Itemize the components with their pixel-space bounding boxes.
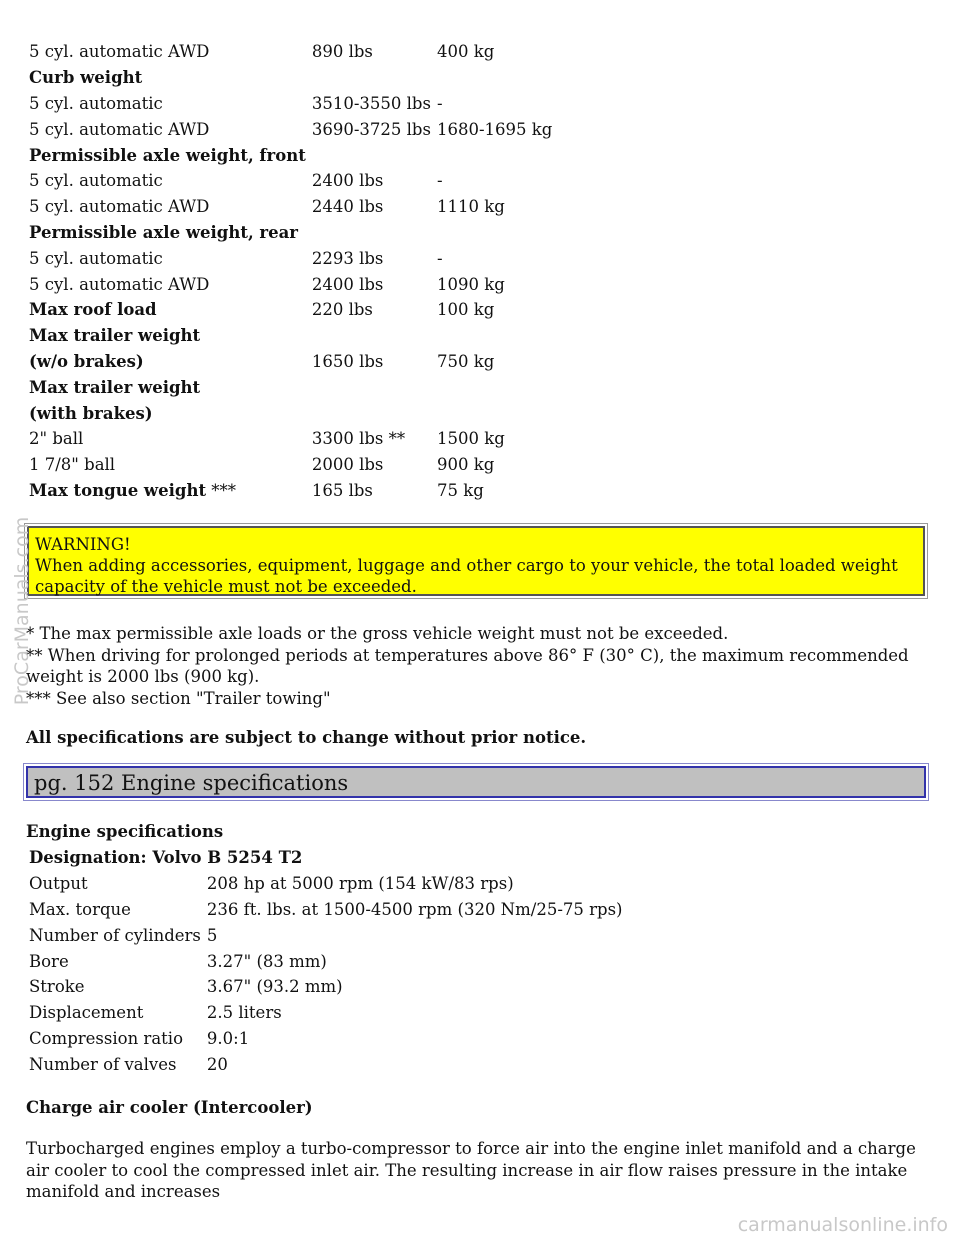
weight-kg: 750 kg [436, 351, 495, 371]
engine-spec-label: Bore [29, 951, 69, 971]
weight-label [26, 65, 309, 91]
weight-label [26, 323, 309, 349]
weight-kg [434, 323, 560, 349]
weight-label-text: 5 cyl. automatic [29, 171, 163, 191]
table-row [26, 220, 560, 246]
watermark-vertical: ProCarManuals.com [11, 516, 33, 706]
weight-kg [434, 65, 560, 91]
weight-kg: 1500 kg [436, 429, 505, 449]
weight-label-text: 2" ball [29, 429, 84, 449]
weight-label-text: 5 cyl. automatic AWD [29, 274, 210, 294]
table-row [26, 948, 626, 974]
watermark-corner: carmanualsonline.info [737, 1214, 948, 1236]
engine-spec-value: 208 hp at 5000 rpm (154 kW/83 rps) [206, 874, 514, 894]
engine-spec-label: Displacement [29, 1003, 144, 1023]
weight-label-text: Max trailer weight [29, 377, 201, 397]
weight-label [26, 39, 309, 65]
weight-label [26, 374, 309, 400]
weight-label [26, 271, 309, 297]
engine-spec-label: Output [29, 874, 88, 894]
engine-spec-label: Max. torque [29, 899, 131, 919]
engine-spec-value: 9.0:1 [206, 1028, 250, 1048]
specs-notice: All specifications are subject to change without prior notice. [26, 728, 587, 747]
table-row [26, 922, 626, 948]
engine-spec-value: 3.27" (83 mm) [206, 951, 327, 971]
weight-label-text: Max tongue weight [29, 480, 207, 500]
weight-label [26, 91, 309, 117]
weight-kg [434, 220, 560, 246]
weight-kg: 1680-1695 kg [436, 119, 553, 139]
weight-label [26, 297, 309, 323]
section-title-bar [26, 766, 926, 798]
weight-label [26, 245, 309, 271]
engine-designation: Designation: Volvo B 5254 T2 [29, 848, 303, 868]
weight-label [26, 478, 309, 504]
weight-lbs: 2000 lbs [311, 455, 384, 475]
engine-spec-label: Number of valves [29, 1054, 177, 1074]
table-row [26, 349, 560, 375]
engine-spec-label: Number of cylinders [29, 925, 201, 945]
weight-kg: 400 kg [436, 42, 495, 62]
table-row [26, 323, 560, 349]
weight-kg: 75 kg [436, 480, 484, 500]
table-row [26, 271, 560, 297]
weight-lbs: 165 lbs [311, 480, 373, 500]
weight-lbs: 2400 lbs [311, 171, 384, 191]
weight-kg [434, 374, 560, 400]
weight-lbs [309, 220, 434, 246]
weight-label-text: (with brakes) [29, 403, 153, 423]
table-row [26, 194, 560, 220]
table-row [26, 1000, 626, 1026]
weight-kg [434, 142, 560, 168]
weight-kg: 900 kg [436, 455, 495, 475]
engine-table [26, 845, 626, 1077]
weight-lbs [309, 65, 434, 91]
table-row [26, 1026, 626, 1052]
engine-spec-value: 2.5 liters [206, 1003, 282, 1023]
weight-label-text: (w/o brakes) [29, 351, 144, 371]
weight-label-text: Max trailer weight [29, 326, 201, 346]
table-row [26, 1051, 626, 1077]
weight-lbs: 1650 lbs [311, 351, 384, 371]
table-row [26, 974, 626, 1000]
table-row [26, 168, 560, 194]
table-row [26, 39, 560, 65]
weight-label [26, 168, 309, 194]
weight-kg: - [436, 171, 443, 191]
table-row [26, 91, 560, 117]
table-row [26, 116, 560, 142]
weight-label-text: 5 cyl. automatic AWD [29, 197, 210, 217]
cac-paragraph: Turbocharged engines employ a turbo-compressor to force air into the engine inlet manifold and a charge air cooler to cool the compressed inlet air. The resulting increase in air flow raises pressure in the intake manifold and increases [26, 1139, 916, 1201]
weight-label-text: Curb weight [29, 68, 143, 88]
footnote-1: * The max permissible axle loads or the gross vehicle weight must not be exceeded. [26, 624, 729, 643]
warning-text: When adding accessories, equipment, luggage and other cargo to your vehicle, the total loaded weight capacity of the vehicle must not be exceeded. [35, 556, 898, 596]
weight-lbs: 3690-3725 lbs [311, 119, 431, 139]
weight-kg [434, 400, 560, 426]
weight-lbs [309, 323, 434, 349]
engine-spec-label: Stroke [29, 977, 85, 997]
weight-kg: - [436, 248, 443, 268]
weight-lbs: 3300 lbs ** [311, 429, 406, 449]
table-row [26, 142, 560, 168]
warning-title: WARNING! [35, 535, 131, 554]
engine-heading: Engine specifications [26, 822, 224, 841]
weight-label [26, 349, 309, 375]
weight-kg: 1110 kg [436, 197, 505, 217]
weight-lbs: 3510-3550 lbs [311, 93, 431, 113]
weight-label-text: 5 cyl. automatic AWD [29, 42, 210, 62]
table-row [26, 871, 626, 897]
weight-label-text: Permissible axle weight, rear [29, 222, 299, 242]
weight-label-text: Permissible axle weight, front [29, 145, 306, 165]
weight-lbs: 220 lbs [311, 300, 373, 320]
cac-heading: Charge air cooler (Intercooler) [26, 1098, 313, 1117]
weight-label-suffix: *** [206, 480, 237, 500]
section-title: pg. 152 Engine specifications [34, 771, 349, 795]
weight-label [26, 142, 309, 168]
weight-label [26, 194, 309, 220]
weight-label [26, 400, 309, 426]
table-row [26, 400, 560, 426]
weight-label [26, 426, 309, 452]
footnote-3: *** See also section "Trailer towing" [26, 688, 331, 708]
engine-spec-value: 236 ft. lbs. at 1500-4500 rpm (320 Nm/25-75 rps) [206, 899, 623, 919]
footnotes [26, 623, 936, 709]
weight-label-text: Max roof load [29, 300, 157, 320]
engine-designation-row [26, 845, 626, 871]
table-row [26, 245, 560, 271]
weight-label-text: 5 cyl. automatic [29, 248, 163, 268]
weight-label [26, 116, 309, 142]
table-row [26, 426, 560, 452]
weight-label [26, 220, 309, 246]
weight-lbs [309, 374, 434, 400]
weight-label-text: 1 7/8" ball [29, 455, 116, 475]
engine-spec-label: Compression ratio [29, 1028, 184, 1048]
table-row [26, 452, 560, 478]
engine-spec-value: 20 [206, 1054, 228, 1074]
engine-spec-value: 5 [206, 925, 218, 945]
weight-lbs: 2400 lbs [311, 274, 384, 294]
table-row [26, 478, 560, 504]
engine-spec-value: 3.67" (93.2 mm) [206, 977, 343, 997]
table-row [26, 65, 560, 91]
weight-lbs [309, 142, 434, 168]
table-row [26, 897, 626, 923]
weight-kg: 1090 kg [436, 274, 505, 294]
table-row [26, 297, 560, 323]
table-row [26, 374, 560, 400]
weight-lbs: 890 lbs [311, 42, 373, 62]
weight-label-text: 5 cyl. automatic [29, 93, 163, 113]
weight-lbs [309, 400, 434, 426]
weight-kg: 100 kg [436, 300, 495, 320]
weights-table [26, 39, 560, 503]
weight-label [26, 452, 309, 478]
footnote-2: ** When driving for prolonged periods at temperatures above 86° F (30° C), the maximum recommended weight is 2000 lbs (900 kg). [26, 645, 909, 686]
weight-kg: - [436, 93, 443, 113]
weight-lbs: 2293 lbs [311, 248, 384, 268]
weight-lbs: 2440 lbs [311, 197, 384, 217]
weight-label-text: 5 cyl. automatic AWD [29, 119, 210, 139]
warning-box [27, 526, 925, 596]
